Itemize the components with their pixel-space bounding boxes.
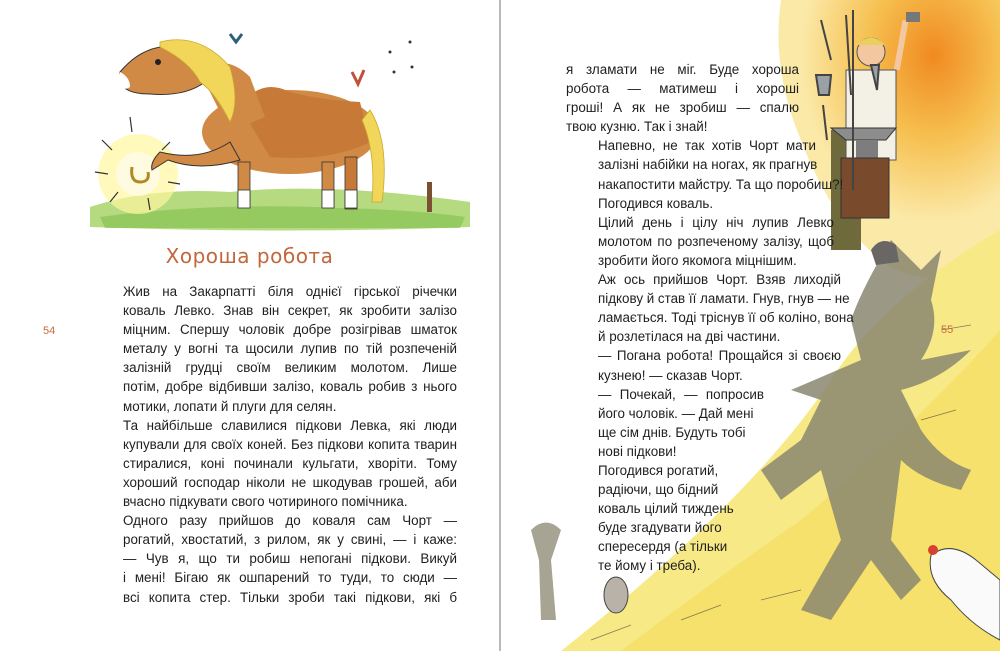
page-number-right: 55 (941, 324, 954, 336)
left-page (0, 0, 499, 651)
right-page-text (566, 60, 854, 576)
paragraph: — Погана робота! Прощайся зі своєю кузнею! — сказав Чорт. (598, 348, 841, 383)
paragraph: я зламати не міг. Буде хороша робота — матимеш і хороші гроші! А як не зробиш — спалю твою кузню. Так і знай! (566, 62, 799, 135)
paragraph: Напевно, не так хотів Чорт мати залізні набійки на ногах, як прагнув накапостити майстру. Та що поробиш?! Погодився коваль. (598, 138, 844, 211)
horse-illustration (90, 22, 470, 232)
paragraph: — Чув я, що ти робиш непогані підкови. Викуй і мені! Бігаю як ошпарений то туди, то сюди — всі копита стер. Тільки зроби такі підкови, які б (123, 551, 457, 605)
paragraph: Аж ось прийшов Чорт. Взяв лиходій підкову й став її ламати. Гнув, гнув — не ламається. Тоді тріснув її об коліно, вона й розлетілася на дві частини. (598, 272, 854, 345)
paragraph: Погодився рогатий, радіючи, що бідний коваль цілий тиждень буде згадувати його спересердя (а тільки те йому і треба). (598, 462, 734, 574)
paragraph: Цілий день і цілу ніч лупив Левко молотом по розпеченому залізу, щоб зробити його якомога міцнішим. (598, 214, 834, 268)
story-title: Хороша робота (165, 244, 334, 268)
paragraph: Та найбільше славилися підкови Левка, які люди купували для своїх коней. Без підкови копита тварин стиралися, коні починали кульгати, хворіти. Тому хороший господар ніколи не шкодував грошей, аби вчасно підкувати свого чотириного помічника. (123, 417, 457, 510)
paragraph: — Почекай, — попросив його чоловік. — Дай мені ще сім днів. Будуть тобі нові підкови! (598, 386, 764, 459)
right-page (501, 0, 1000, 651)
page-number-left: 54 (43, 325, 56, 337)
paragraph: Одного разу прийшов до коваля сам Чорт — рогатий, хвостатий, з рилом, як у свині, — і каже: (123, 513, 457, 548)
paragraph: Жив на Закарпатті біля однієї гірської річечки коваль Левко. Знав він секрет, як зробити залізо міцним. Спершу чоловік добре розігрівав шматок металу у вогні та щосили лупив по тій розпеченій залізній грудці своїм великим молотом. Лише потім, добре відбивши залізо, коваль робив з нього мотики, лопати й плуги для селян. (123, 284, 457, 414)
left-page-text (91, 282, 457, 607)
